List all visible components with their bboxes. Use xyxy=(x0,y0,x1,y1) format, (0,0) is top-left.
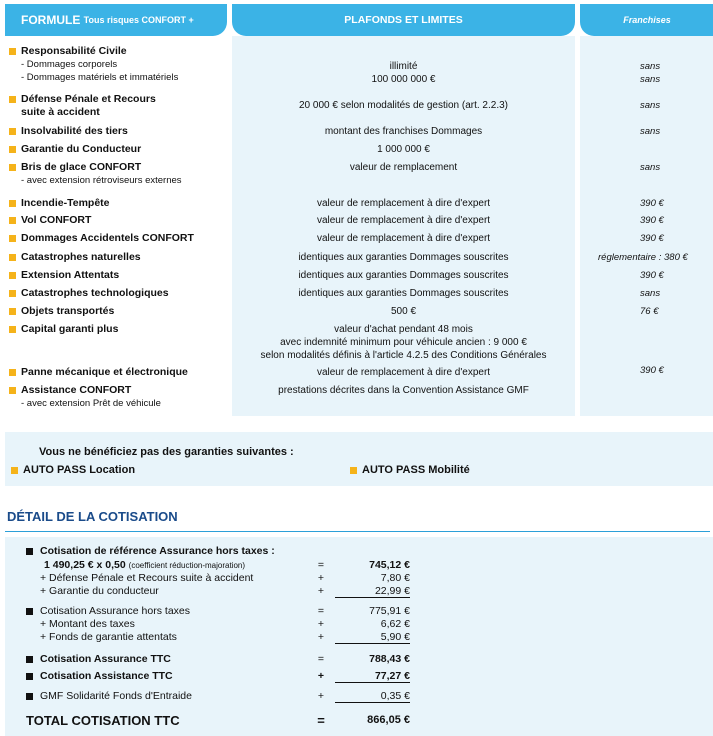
franchise-value: sans xyxy=(640,162,661,173)
plafond-value: identiques aux garanties Dommages souscrites xyxy=(298,270,509,281)
exclusion-item: AUTO PASS Mobilité xyxy=(362,464,470,476)
plafond-value: valeur de remplacement à dire d'expert xyxy=(316,233,491,244)
plafond-value: illimité 100 000 000 € xyxy=(371,61,436,85)
garantie-label: Catastrophes naturelles xyxy=(21,251,141,263)
cotisation-label: Cotisation de référence Assurance hors taxes : xyxy=(40,545,275,557)
garantie-label: Catastrophes technologiques xyxy=(21,287,169,299)
franchise-value: 390 € xyxy=(640,365,664,376)
divider xyxy=(5,531,710,532)
formule-sub: Tous risques CONFORT + xyxy=(83,15,194,25)
franchise-value: sans xyxy=(640,288,661,299)
franchise-value: 390 € xyxy=(640,270,664,281)
garantie-label: Garantie du Conducteur xyxy=(21,143,142,155)
operator: = xyxy=(317,653,325,665)
bullet-icon xyxy=(9,48,16,55)
cotisation-value: 788,43 € xyxy=(369,653,410,665)
bullet-icon xyxy=(9,217,16,224)
garantie-label: Responsabilité Civile - Dommages corporels - Dommages matériels et immatériels xyxy=(21,45,179,83)
cotisation-label: Cotisation Assurance hors taxes xyxy=(40,605,190,617)
cotisation-label: + Garantie du conducteur xyxy=(40,585,159,597)
franchise-value: 390 € xyxy=(640,198,664,209)
bullet-icon xyxy=(26,656,33,663)
detail-title: DÉTAIL DE LA COTISATION xyxy=(7,509,178,524)
plafond-value: 1 000 000 € xyxy=(377,144,430,155)
bullet-icon xyxy=(26,693,33,700)
franchise-value: 76 € xyxy=(640,306,659,317)
bullet-icon xyxy=(9,128,16,135)
garantie-label: Assistance CONFORT - avec extension Prêt de véhicule xyxy=(21,384,161,409)
plafond-value: valeur de remplacement à dire d'expert xyxy=(316,198,491,209)
plafond-value: valeur de remplacement à dire d'expert xyxy=(316,215,491,226)
cotisation-value: 775,91 € xyxy=(369,605,410,617)
franchise-value: réglementaire : 380 € xyxy=(598,252,688,263)
operator: + xyxy=(317,572,325,584)
total-value: 866,05 € xyxy=(367,714,410,726)
exclusions-title: Vous ne bénéficiez pas des garanties suivantes : xyxy=(39,446,294,458)
bullet-icon xyxy=(9,96,16,103)
plafond-value: 500 € xyxy=(390,306,417,317)
plafond-value: identiques aux garanties Dommages souscrites xyxy=(298,252,509,263)
bullet-icon xyxy=(9,146,16,153)
header-plafonds: PLAFONDS ET LIMITES xyxy=(232,4,575,36)
bullet-icon xyxy=(11,467,18,474)
bullet-icon xyxy=(26,548,33,555)
exclusion-item: AUTO PASS Location xyxy=(23,464,136,476)
cotisation-value: 745,12 € xyxy=(369,559,410,571)
bullet-icon xyxy=(26,608,33,615)
cotisation-label: + Défense Pénale et Recours suite à accident xyxy=(40,572,254,584)
cotisation-value: 6,62 € xyxy=(380,618,410,630)
exclusions-box xyxy=(5,432,713,486)
garantie-label: Défense Pénale et Recours suite à accident xyxy=(21,93,156,118)
cotisation-value: 5,90 € xyxy=(335,631,410,644)
garantie-label: Bris de glace CONFORT - avec extension rétroviseurs externes xyxy=(21,161,182,186)
cotisation-value: 7,80 € xyxy=(380,572,410,584)
bullet-icon xyxy=(9,369,16,376)
header-franchises: Franchises xyxy=(580,4,713,36)
operator: + xyxy=(317,618,325,630)
plafond-value: valeur d'achat pendant 48 mois avec indemnité minimum pour véhicule ancien : 9 000 € selon modalités définis à l'article 4.2.5 des Conditions Générales xyxy=(260,324,547,361)
bullet-icon xyxy=(9,254,16,261)
garantie-label: Incendie-Tempête xyxy=(21,197,110,209)
bullet-icon xyxy=(9,387,16,394)
franchise-value: sans xyxy=(640,126,661,137)
plafond-value: identiques aux garanties Dommages souscrites xyxy=(298,288,509,299)
operator: + xyxy=(317,670,325,682)
cotisation-label: + Montant des taxes xyxy=(40,618,135,630)
bullet-icon xyxy=(9,272,16,279)
header-formule xyxy=(5,4,227,36)
cotisation-label: GMF Solidarité Fonds d'Entraide xyxy=(40,690,192,702)
formule-label: FORMULE xyxy=(21,13,81,27)
franchise-value: sans sans xyxy=(640,61,661,85)
garantie-label: Insolvabilité des tiers xyxy=(21,125,128,137)
plafond-value: valeur de remplacement à dire d'expert xyxy=(316,367,491,378)
garantie-label: Objets transportés xyxy=(21,305,115,317)
cotisation-value: 0,35 € xyxy=(335,690,410,703)
cotisation-label: Cotisation Assistance TTC xyxy=(40,670,173,682)
bullet-icon xyxy=(9,200,16,207)
garantie-label: Panne mécanique et électronique xyxy=(21,366,188,378)
operator: + xyxy=(317,690,325,702)
bullet-icon xyxy=(9,326,16,333)
cotisation-label: Cotisation Assurance TTC xyxy=(40,653,171,665)
franchise-value: 390 € xyxy=(640,215,664,226)
cotisation-label: + Fonds de garantie attentats xyxy=(40,631,177,643)
cotisation-value: 22,99 € xyxy=(335,585,410,598)
garantie-label: Vol CONFORT xyxy=(21,214,92,226)
garantie-label: Capital garanti plus xyxy=(21,323,119,335)
bullet-icon xyxy=(9,164,16,171)
operator: + xyxy=(317,585,325,597)
bullet-icon xyxy=(9,235,16,242)
plafond-value: 20 000 € selon modalités de gestion (art. 2.2.3) xyxy=(298,100,509,111)
garantie-label: Extension Attentats xyxy=(21,269,120,281)
bullet-icon xyxy=(350,467,357,474)
plafond-value: montant des franchises Dommages xyxy=(324,126,483,137)
plafond-value: valeur de remplacement xyxy=(349,162,458,173)
operator: = xyxy=(317,713,325,728)
plafond-value: prestations décrites dans la Convention Assistance GMF xyxy=(278,385,529,396)
operator: + xyxy=(317,631,325,643)
bullet-icon xyxy=(9,290,16,297)
franchise-value: sans xyxy=(640,100,661,111)
franchise-value: 390 € xyxy=(640,233,664,244)
operator: = xyxy=(317,559,325,571)
bullet-icon xyxy=(9,308,16,315)
garantie-label: Dommages Accidentels CONFORT xyxy=(21,232,194,244)
operator: = xyxy=(317,605,325,617)
cotisation-value: 77,27 € xyxy=(335,670,410,683)
total-label: TOTAL COTISATION TTC xyxy=(26,713,180,728)
cotisation-label: 1 490,25 € x 0,50 (coefficient réduction-majoration) xyxy=(44,559,246,571)
bullet-icon xyxy=(26,673,33,680)
